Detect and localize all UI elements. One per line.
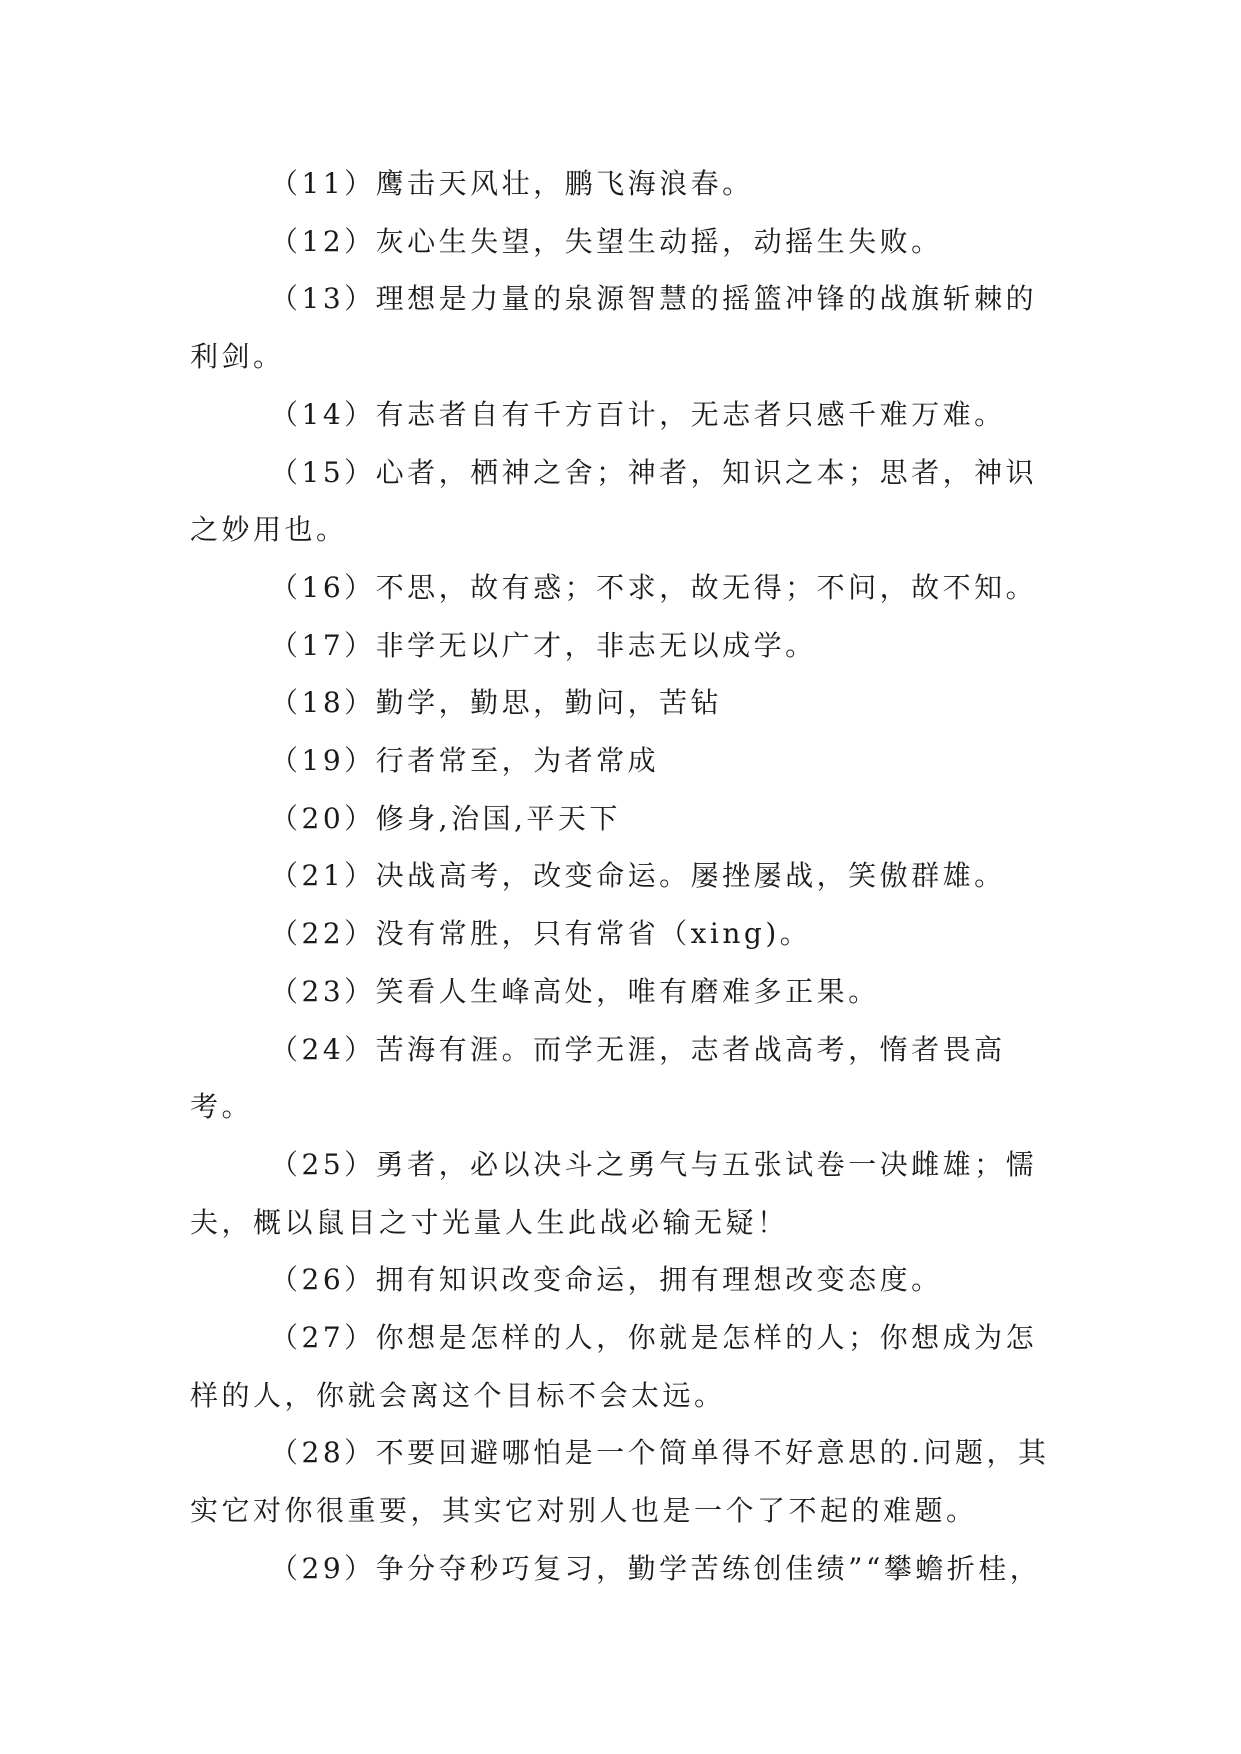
paragraph-16: （16）不思，故有惑；不求，故无得；不问，故不知。 [270,570,1038,604]
paragraph-13: （13）理想是力量的泉源智慧的摇篮冲锋的战旗斩棘的利剑。 [190,282,1038,374]
paragraph-18: （18）勤学，勤思，勤问，苦钻 [270,686,723,720]
paragraph-29: （29）争分夺秒巧复习，勤学苦练创佳绩”“攀蟾折桂， [270,1551,1042,1585]
paragraph-27: （27）你想是怎样的人，你就是怎样的人；你想成为怎样的人，你就会离这个目标不会太远。 [190,1321,1038,1412]
paragraph-11: （11）鹰击天风壮，鹏飞海浪春。 [270,167,754,200]
paragraph-14: （14）有志者自有千方百计，无志者只感千难万难。 [270,397,1006,431]
paragraph-28: （28）不要回避哪怕是一个简单得不好意思的.问题，其实它对你很重要，其实它对别人也是一个了不起的难题。 [190,1436,1050,1528]
paragraph-24: （24）苦海有涯。而学无涯，志者战高考，惰者畏高考。 [190,1032,1006,1124]
paragraph-19: （19）行者常至，为者常成 [270,744,660,778]
paragraph-22: （22）没有常胜，只有常省（xing)。 [270,917,812,951]
paragraph-26: （26）拥有知识改变命运，拥有理想改变态度。 [270,1263,943,1297]
paragraph-12: （12）灰心生失望，失望生动摇，动摇生失败。 [270,224,943,258]
paragraph-23: （23）笑看人生峰高处，唯有磨难多正果。 [270,974,880,1008]
paragraph-15: （15）心者，栖神之舍；神者，知识之本；思者，神识之妙用也。 [190,455,1038,547]
paragraph-25: （25）勇者，必以决斗之勇气与五张试卷一决雌雄；懦夫，概以鼠目之寸光量人生此战必输无疑！ [190,1147,1038,1239]
paragraph-20: （20）修身,治国,平天下 [270,801,621,835]
paragraph-17: （17）非学无以广才，非志无以成学。 [270,628,817,662]
document-body [190,155,1050,1598]
paragraph-21: （21）决战高考，改变命运。屡挫屡战，笑傲群雄。 [270,859,1006,893]
